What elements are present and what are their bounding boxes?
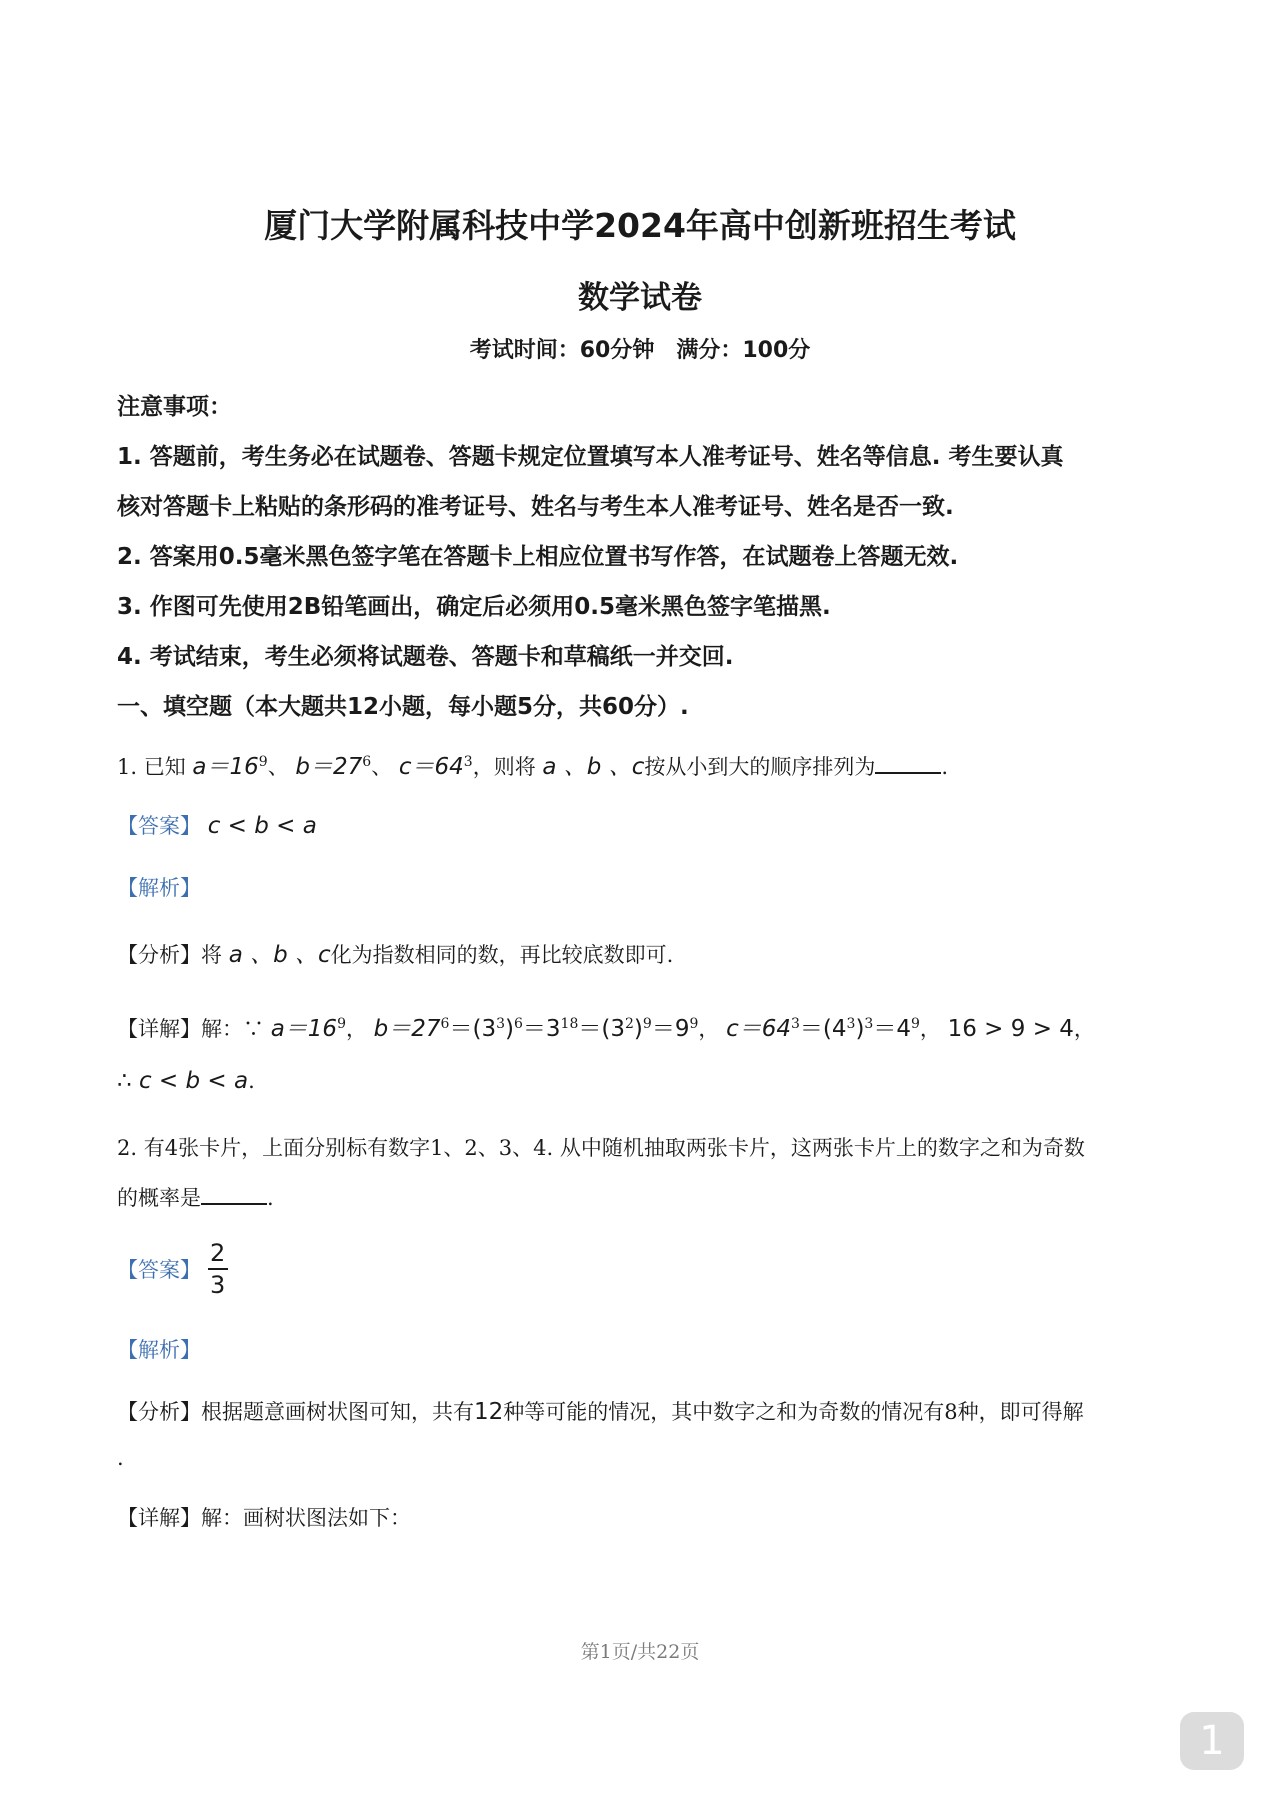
q1-fenxi-text: 化为指数相同的数，再比较底数即可. <box>330 943 674 967</box>
notice-heading: 注意事项： <box>117 394 232 420</box>
q1-detail-b4: ＝3 <box>522 1016 561 1042</box>
q2-fenxi-num: 12 <box>474 1399 504 1425</box>
q1-c-expr: c＝64 <box>398 754 464 780</box>
q2-analysis-row <box>117 1334 1177 1364</box>
q1-detail-c2: ＝(4 <box>799 1016 847 1042</box>
q2-detail-tag: 【详解】 <box>117 1506 201 1530</box>
q2-answer-fraction <box>208 1240 228 1298</box>
q1-suffix: 按从小到大的顺序排列为 <box>644 755 876 779</box>
q1-fenxi-tag: 【分析】 <box>117 943 201 967</box>
q1-detail-b3: ) <box>505 1016 514 1042</box>
question-2-line-1: 2. 有4张卡片，上面分别标有数字1、2、3、4. 从中随机抽取两张卡片，这两张卡片上的数字之和为奇数 <box>117 1136 1085 1160</box>
notice-item-4: 4. 考试结束，考生必须将试题卷、答题卡和草稿纸一并交回. <box>117 644 734 670</box>
q1-fenxi-vars: a 、b 、c <box>228 942 331 968</box>
q2-analysis-tag: 【解析】 <box>117 1338 201 1362</box>
q1-analysis-row <box>117 872 1177 902</box>
page-number-badge[interactable]: 1 <box>1180 1712 1244 1770</box>
q1-detail-b6-exp: 9 <box>642 1016 652 1032</box>
notice-item-2: 2. 答案用0.5毫米黑色签字笔在答题卡上相应位置书写作答，在试题卷上答题无效. <box>117 544 959 570</box>
q2-answer-blank <box>201 1203 267 1205</box>
exam-title: 厦门大学附属科技中学2024年高中创新班招生考试 <box>264 206 1016 245</box>
q2-fenxi-tag: 【分析】 <box>117 1400 201 1424</box>
q1-a-exp: 9 <box>258 754 268 770</box>
q1-detail-b7: ＝9 <box>651 1016 690 1042</box>
q2-detail-row <box>117 1502 1177 1532</box>
q1-detail-c-exp: 3 <box>790 1016 800 1032</box>
q1-detail-b4-exp: 18 <box>560 1016 579 1032</box>
q1-detail-b5: ＝(3 <box>578 1016 625 1042</box>
q1-detail-a: a＝16 <box>270 1016 338 1042</box>
q1-detail-c4-exp: 9 <box>910 1016 920 1032</box>
q1-answer: c < b < a <box>207 813 317 839</box>
q1-fenxi-pre: 将 <box>201 943 222 967</box>
q1-detail-b7-exp: 9 <box>689 1016 699 1032</box>
q2-detail-text: 解：画树状图法如下： <box>201 1506 411 1530</box>
q1-detail-b6: ) <box>633 1016 643 1042</box>
q1-detail-c: c＝64 <box>726 1016 791 1042</box>
q1-detail-b: b＝27 <box>373 1016 441 1042</box>
question-2-line-2 <box>117 1182 1177 1212</box>
page-footer: 第1页/共22页 <box>580 1641 700 1663</box>
exam-subtitle: 数学试卷 <box>578 280 702 316</box>
q1-b-expr: b＝27 <box>295 754 363 780</box>
q2-answer-row <box>117 1240 1177 1298</box>
q1-detail-c3: ) <box>855 1016 865 1042</box>
question-1: 1. 已知 $a=16^9$、 $b=27^6$、 $c=64^3$，则将 a 、b 、c按从小到大的顺序排列为 . <box>117 754 949 780</box>
q2-answer-numerator: 2 <box>210 1239 226 1267</box>
q1-fenxi-row <box>117 936 1177 969</box>
q1-detail-b5-exp: 2 <box>624 1016 634 1032</box>
q1-detail-a-exp: 9 <box>337 1016 346 1032</box>
q1-answer-row <box>117 810 1177 840</box>
q1-detail-c3-exp: 3 <box>864 1016 874 1032</box>
q1-answer-blank <box>875 772 941 774</box>
q1-detail-b-exp: 6 <box>440 1016 450 1032</box>
q2-line-2-text: 的概率是 <box>117 1186 201 1210</box>
q2-fenxi-text-b: 种等可能的情况，其中数字之和为奇数的情况有8种，即可得解 <box>503 1400 1084 1424</box>
q1-prefix: 1. 已知 <box>117 755 186 779</box>
q2-fenxi-text-a: 根据题意画树状图可知，共有 <box>201 1400 474 1424</box>
notice-item-3: 3. 作图可先使用2B铅笔画出，确定后必须用0.5毫米黑色签字笔描黑. <box>117 594 831 620</box>
q1-answer-tag: 【答案】 <box>117 814 201 838</box>
notice-item-1-line-1: 1. 答题前，考生务必在试题卷、答题卡规定位置填写本人准考证号、姓名等信息. 考生要认真 <box>117 444 1064 470</box>
q1-conclusion: ∴ c < b < a <box>117 1068 249 1094</box>
q1-detail-c2-exp: 3 <box>846 1016 856 1032</box>
q1-detail-b2: ＝(3 <box>449 1016 497 1042</box>
q1-c-exp: 3 <box>463 754 473 770</box>
q1-b-exp: 6 <box>362 754 372 770</box>
q2-answer-denominator: 3 <box>210 1271 226 1299</box>
q1-analysis-tag: 【解析】 <box>117 876 201 900</box>
q1-vars: a 、b 、c <box>542 754 645 780</box>
q1-detail-row: 【详解】解：∵ $a=16^9$， $b=27^6=(3^3)^6=3^{18}=(3^2)^9=9^9$， $c=64^3=(4^3)^3=4^9$， 16 > 9 > 4， <box>117 1016 1095 1042</box>
q2-end: . <box>267 1186 274 1210</box>
q1-detail-b3-exp: 6 <box>513 1016 523 1032</box>
q1-detail-c4: ＝4 <box>873 1016 911 1042</box>
notice-item-1-line-2: 核对答题卡上粘贴的条形码的准考证号、姓名与考生本人准考证号、姓名是否一致. <box>117 494 954 520</box>
q1-a-expr: a＝16 <box>192 754 259 780</box>
q1-detail-pre: 解：∵ <box>201 1017 264 1041</box>
section-heading: 一、填空题（本大题共12小题，每小题5分，共60分）. <box>117 694 689 720</box>
q2-fenxi-row <box>117 1396 1177 1426</box>
q1-detail-b2-exp: 3 <box>496 1016 505 1032</box>
q1-middle: ，则将 <box>472 755 536 779</box>
q2-fenxi-end: . <box>117 1446 124 1470</box>
q1-detail-tag: 【详解】 <box>117 1017 201 1041</box>
q1-conclusion-row: ∴ c < b < a. <box>117 1068 255 1094</box>
q1-detail-ineq: 16 > 9 > 4 <box>947 1016 1074 1042</box>
q1-end: . <box>941 755 949 779</box>
fraction-bar <box>208 1268 228 1270</box>
exam-info: 考试时间：60分钟 满分：100分 <box>469 338 811 363</box>
q2-answer-tag: 【答案】 <box>117 1258 201 1282</box>
